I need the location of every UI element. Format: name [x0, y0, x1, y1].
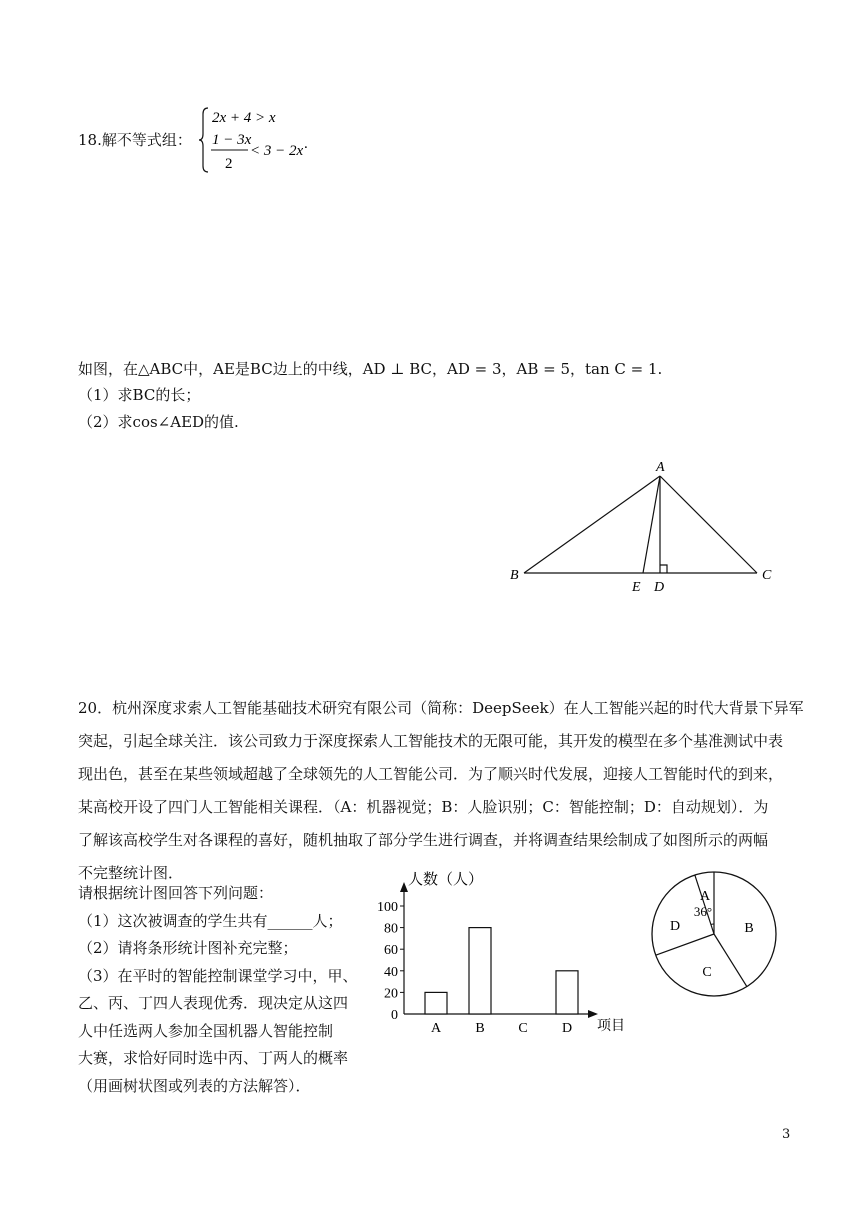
page-number: 3 [782, 1127, 791, 1142]
y-axis-arrow [400, 882, 408, 892]
q18-number: 18. [78, 131, 102, 149]
pie-label-B: B [744, 921, 754, 936]
x-tick-label: C [518, 1021, 528, 1036]
bar-A [425, 992, 447, 1014]
q20-question-line: 人中任选两人参加全国机器人智能控制 [78, 1021, 334, 1040]
pie-label-C: C [702, 965, 712, 980]
x-tick-label: A [430, 1021, 442, 1036]
q20-intro [78, 692, 804, 890]
pie-chart [645, 868, 785, 1000]
q18-number-stem [78, 129, 192, 151]
y-tick-label: 60 [384, 943, 398, 959]
q19-part1: （1）求BC的长； [78, 386, 201, 404]
label-D: D [654, 580, 665, 595]
label-B: B [510, 568, 519, 583]
q19-triangle-figure [500, 455, 790, 600]
q18-ineq2-den: 2 [225, 156, 233, 172]
q20-question-line: 大赛，求恰好同时选中丙、丁两人的概率 [78, 1049, 349, 1067]
pie-label-A: A [699, 889, 711, 904]
q20-line: 现出色，甚至在某些领域超越了全球领先的人工智能公司．为了顺兴时代发展，迎接人工智能时代的到来， [78, 765, 784, 783]
q18-tail: . [304, 136, 308, 152]
bar-chart [360, 862, 640, 1042]
q19-stem: 如图，在△ABC中，AE是BC边上的中线，AD ⊥ BC，AD = 3，AB = 5，tan C = 1. [78, 360, 663, 378]
bar-D [556, 971, 578, 1014]
pie-angle-annotation: 36° [693, 904, 713, 919]
bar-chart-xlabel: 项目 [597, 1019, 625, 1034]
q20-question-line: 请根据统计图回答下列问题： [78, 884, 274, 902]
q18-ineq1: 2x + 4 > x [212, 110, 276, 126]
q20-line: 不完整统计图． [78, 864, 184, 882]
q18-ineq2-num: 1 − 3x [212, 132, 252, 148]
q18-ineq2-rhs: < 3 − 2x [250, 143, 304, 159]
x-axis-arrow [588, 1010, 598, 1018]
bar-B [469, 928, 491, 1014]
y-tick-label: 0 [391, 1008, 398, 1023]
q20-line: 某高校开设了四门人工智能相关课程．（A：机器视觉；B：人脸识别；C：智能控制；D：自动规划）．为 [78, 798, 769, 816]
pie-label-D: D [669, 919, 681, 934]
y-tick-label: 40 [384, 964, 398, 980]
q19-part2: （2）求cos∠AED的值. [78, 413, 239, 431]
q20-question-line: （1）这次被调查的学生共有______人； [78, 911, 343, 930]
y-tick-label: 80 [384, 921, 398, 937]
label-A: A [656, 460, 665, 475]
q20-question-line: （用画树状图或列表的方法解答）． [78, 1076, 311, 1095]
q20-questions [78, 880, 358, 1100]
label-C: C [762, 568, 772, 583]
label-E: E [632, 580, 641, 595]
q18-inequality-system [198, 104, 318, 176]
q18-brace [199, 108, 208, 172]
median-AE [643, 476, 660, 573]
q20-question-line: 乙、丙、丁四人表现优秀．现决定从这四 [78, 994, 349, 1012]
y-tick-label: 20 [384, 986, 398, 1002]
side-AB [524, 476, 660, 573]
q20-question-line: （2）请将条形统计图补充完整； [78, 939, 298, 957]
q20-line: 了解该高校学生对各课程的喜好，随机抽取了部分学生进行调查，并将调查结果绘制成了如图所示的两幅 [78, 831, 769, 849]
x-tick-label: D [561, 1021, 573, 1036]
bar-chart-ylabel: 人数（人） [408, 872, 484, 888]
side-AC [660, 476, 757, 573]
right-angle-mark [660, 565, 667, 573]
q20-question-line: （3）在平时的智能控制课堂学习中，甲、 [78, 966, 358, 985]
q20-line: 20．杭州深度求索人工智能基础技术研究有限公司（简称：DeepSeek）在人工智能兴起的时代大背景下异军 [78, 699, 804, 717]
x-tick-label: B [475, 1021, 485, 1036]
q18-stem: 解不等式组： [101, 131, 192, 149]
q20-line: 突起，引起全球关注．该公司致力于深度探索人工智能技术的无限可能，其开发的模型在多个基准测试中表 [78, 732, 784, 750]
y-tick-label: 100 [377, 900, 398, 915]
